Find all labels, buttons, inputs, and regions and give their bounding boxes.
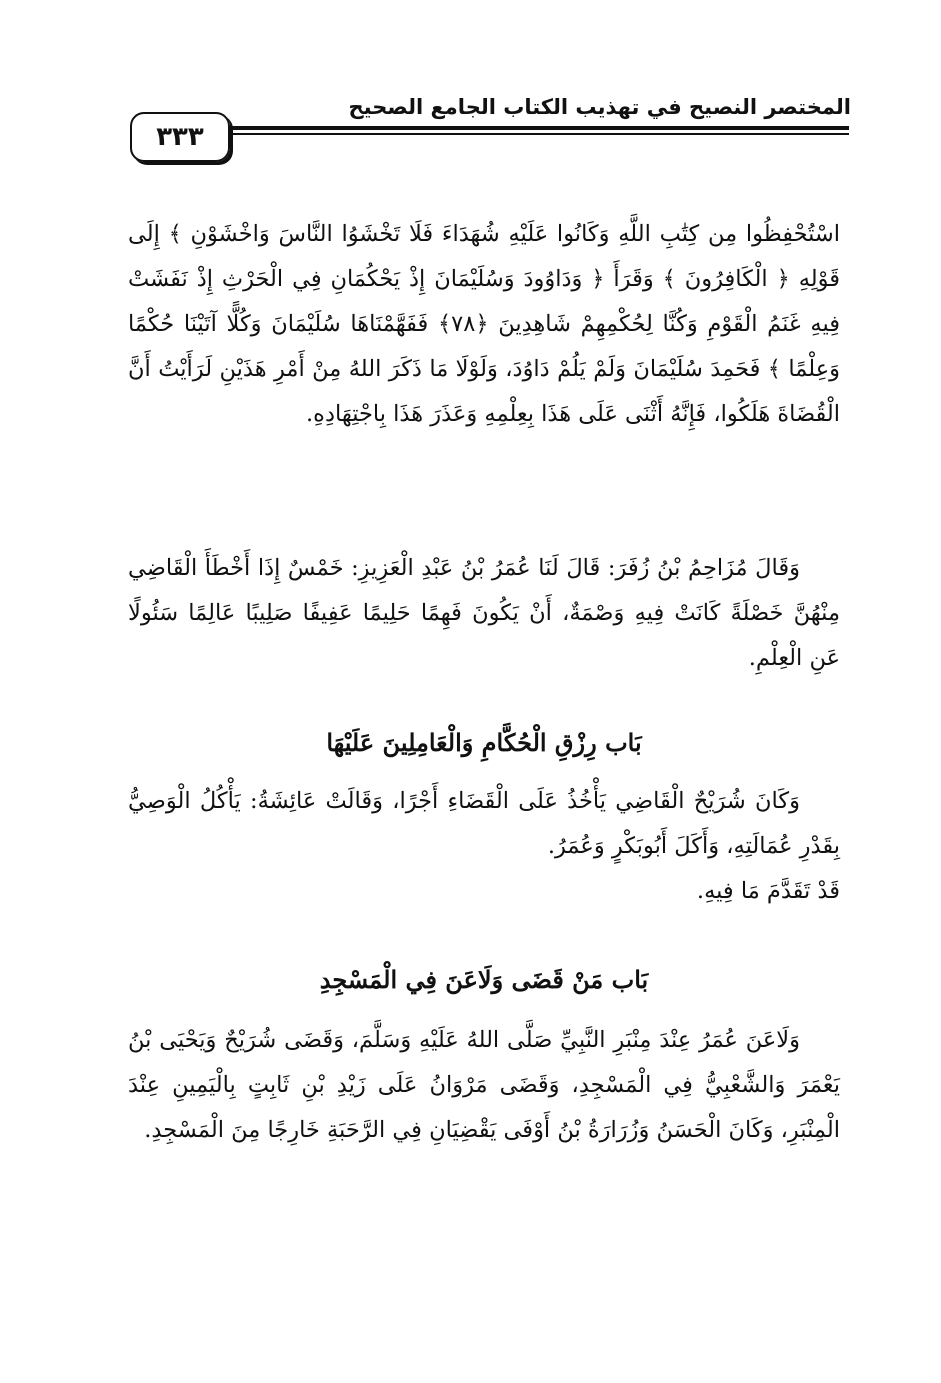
page-number: ٣٣٣: [130, 112, 230, 162]
running-header-title: المختصر النصيح في تهذيب الكتاب الجامع الصحيح: [348, 95, 851, 119]
paragraph-mosque-judgment: وَلَاعَنَ عُمَرُ عِنْدَ مِنْبَرِ النَّبِيِّ صَلَّى اللهُ عَلَيْهِ وَسَلَّمَ، وَقَضَى شُرَيْحٌ وَيَحْيَى بْنُ يَعْمَرَ وَالشَّعْبِيُّ فِي الْمَسْجِدِ، وَقَضَى مَرْوَانُ عَلَى زَيْدِ بْنِ ثَابِتٍ بِالْيَمِينِ عِنْدَ الْمِنْبَرِ، وَكَانَ الْحَسَنُ وَزُرَارَةُ بْنُ أَوْفَى يَقْضِيَانِ فِي الرَّحَبَةِ خَارِجًا مِنَ الْمَسْجِدِ.: [128, 1027, 840, 1143]
paragraph-muzahim: وَقَالَ مُزَاحِمُ بْنُ زُفَرَ: قَالَ لَنَا عُمَرُ بْنُ عَبْدِ الْعَزِيزِ: خَمْسٌ إِذَا أَخْطَأَ الْقَاضِي مِنْهُنَّ خَصْلَةً كَانَتْ فِيهِ وَصْمَةٌ، أَنْ يَكُونَ فَهِمًا حَلِيمًا عَفِيفًا صَلِيبًا عَالِمًا سَئُولًا عَنِ الْعِلْمِ.: [128, 555, 840, 671]
paragraph-shurayh: وَكَانَ شُرَيْحٌ الْقَاضِي يَأْخُذُ عَلَى الْقَضَاءِ أَجْرًا، وَقَالَتْ عَائِشَةُ: يَأْكُلُ الْوَصِيُّ بِقَدْرِ عُمَالَتِهِ، وَأَكَلَ أَبُوبَكْرٍ وَعُمَرُ. قَدْ تَقَدَّمَ مَا فِيهِ.: [128, 788, 840, 904]
chapter-heading-judges-salary: بَاب رِزْقِ الْحُكَّامِ وَالْعَامِلِينَ عَلَيْهَا: [326, 728, 642, 757]
header-rule-thin: [232, 133, 849, 135]
header-rule: [232, 126, 849, 130]
paragraph-quran-quote: اسْتُحْفِظُوا مِن كِتَٰبِ اللَّهِ وَكَانُوا عَلَيْهِ شُهَدَاءَ فَلَا تَخْشَوُا النَّاسَ وَاخْشَوْنِ ﴾ إِلَى قَوْلِهِ ﴿ الْكَافِرُونَ ﴾ وَقَرَأَ ﴿ وَدَاوُودَ وَسُلَيْمَانَ إِذْ يَحْكُمَانِ فِي الْحَرْثِ إِذْ نَفَشَتْ فِيهِ غَنَمُ الْقَوْمِ وَكُنَّا لِحُكْمِهِمْ شَاهِدِينَ ﴿٧٨﴾ فَفَهَّمْنَاهَا سُلَيْمَانَ وَكُلًّا آتَيْنَا حُكْمًا وَعِلْمًا ﴾ فَحَمِدَ سُلَيْمَانَ وَلَمْ يَلُمْ دَاوُدَ، وَلَوْلَا مَا ذَكَرَ اللهُ مِنْ أَمْرِ هَذَيْنِ لَرَأَيْتُ أَنَّ الْقُضَاةَ هَلَكُوا، فَإِنَّهُ أَثْنَى عَلَى هَذَا بِعِلْمِهِ وَعَذَرَ هَذَا بِاجْتِهَادِهِ.: [128, 221, 840, 427]
chapter-heading-mosque-judgment: بَاب مَنْ قَضَى وَلَاعَنَ فِي الْمَسْجِدِ: [319, 965, 649, 994]
